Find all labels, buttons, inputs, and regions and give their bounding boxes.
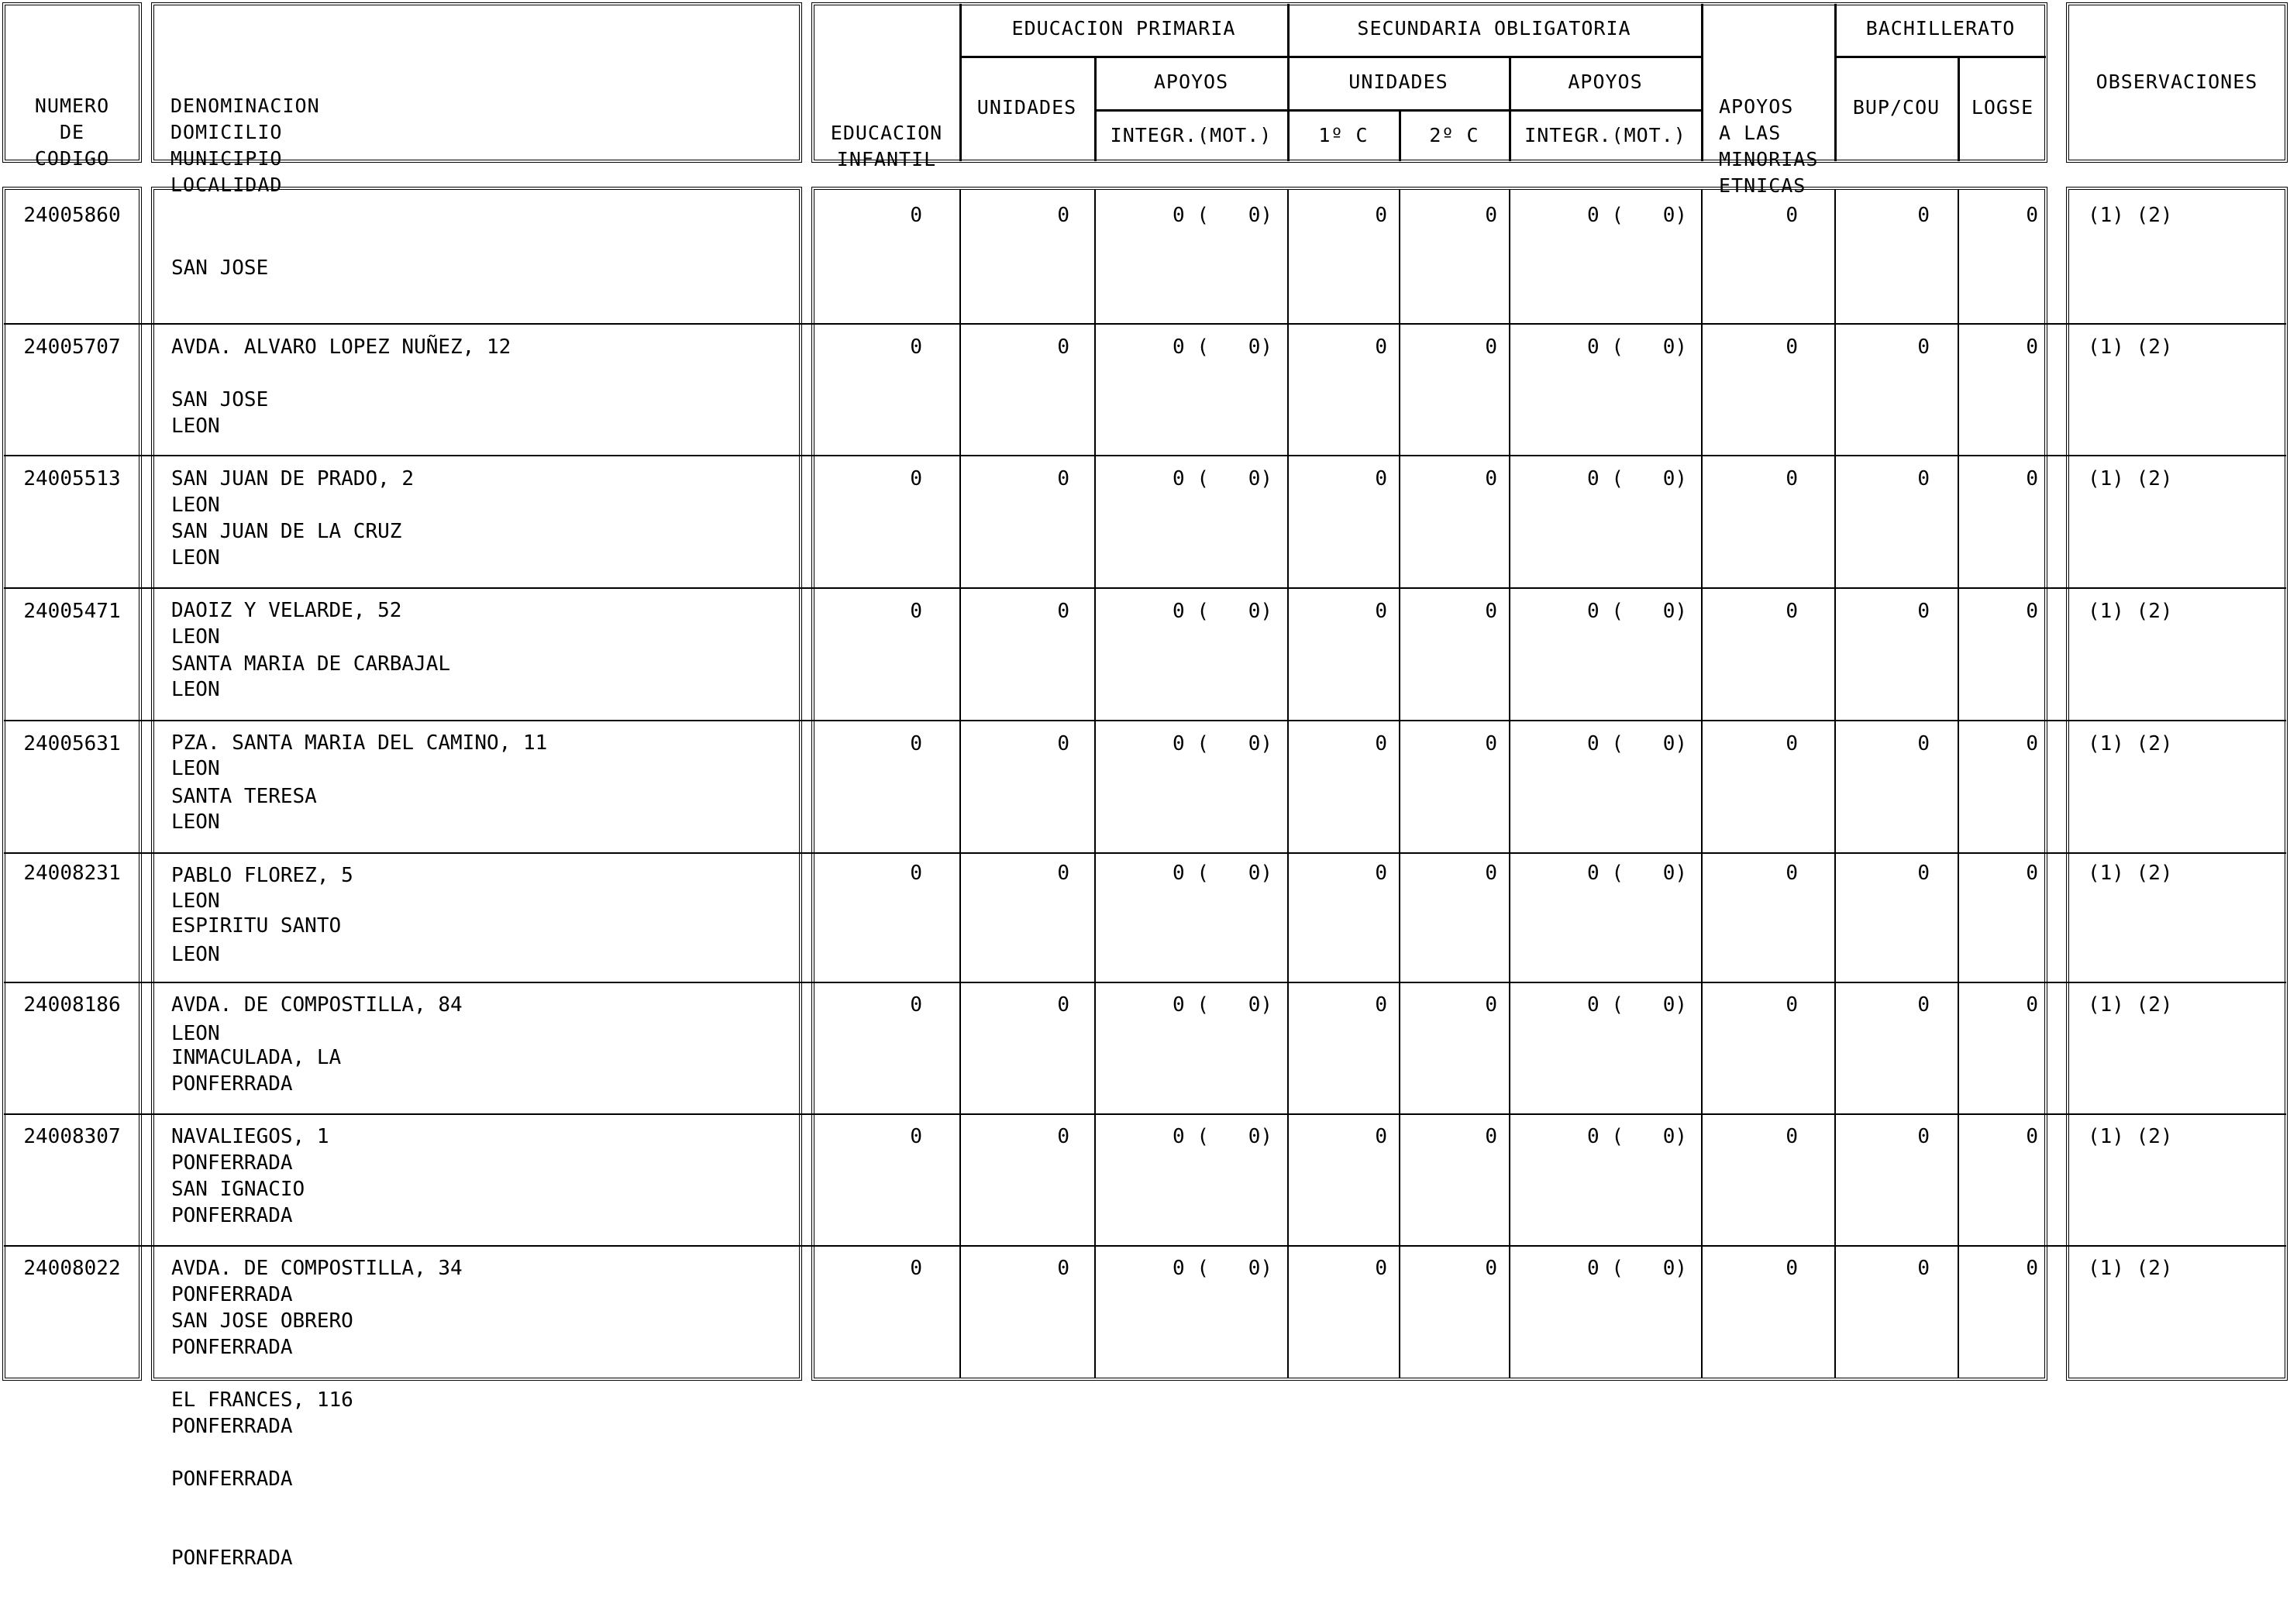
row-observaciones: (1) (2) [2088, 993, 2173, 1017]
row-logse: 0 [2026, 1257, 2038, 1280]
row-code: 24005471 [23, 600, 121, 623]
row-logse: 0 [2026, 467, 2038, 490]
row-observaciones: (1) (2) [2088, 732, 2173, 755]
header-bachillerato-label: BACHILLERATO [1865, 17, 2016, 40]
row-sec-2c: 0 [1485, 993, 1497, 1017]
row-sec-1c: 0 [1375, 1125, 1387, 1148]
row-municipality: LEON [171, 943, 220, 966]
row-code: 24008231 [23, 862, 121, 885]
row-prim-unidades: 0 [1057, 467, 1069, 490]
row-prim-mot: 0) [1248, 1125, 1272, 1148]
row-observaciones: (1) (2) [2088, 335, 2173, 359]
row-prim-apoyos: 0 ( [1173, 600, 1209, 623]
row-prim-mot: 0) [1248, 600, 1272, 623]
row-bup-cou: 0 [1917, 335, 1930, 359]
row-sec-mot: 0) [1662, 1125, 1687, 1148]
row-name: SANTA MARIA DE CARBAJAL [171, 652, 451, 676]
row-minorias: 0 [1786, 335, 1798, 359]
row-address: PZA. SANTA MARIA DEL CAMINO, 11 [171, 731, 548, 755]
row-infantil: 0 [910, 993, 922, 1017]
row-address: EL FRANCES, 116 [171, 1388, 353, 1412]
row-minorias: 0 [1786, 993, 1798, 1017]
row-prim-unidades: 0 [1057, 862, 1069, 885]
row-sec-apoyos: 0 ( [1587, 1257, 1624, 1280]
row-infantil: 0 [910, 467, 922, 490]
row-address: DAOIZ Y VELARDE, 52 [171, 599, 402, 622]
row-municipality: LEON [171, 810, 220, 834]
row-name: INMACULADA, LA [171, 1046, 342, 1069]
row-locality: LEON [171, 625, 220, 649]
row-municipality: LEON [171, 415, 220, 438]
row-infantil: 0 [910, 862, 922, 885]
row-sec-2c: 0 [1485, 732, 1497, 755]
row-logse: 0 [2026, 600, 2038, 623]
hdr-divider [959, 56, 1701, 58]
row-prim-apoyos: 0 ( [1173, 732, 1209, 755]
row-prim-mot: 0) [1248, 335, 1272, 359]
row-sec-mot: 0) [1662, 204, 1687, 227]
row-minorias: 0 [1786, 1125, 1798, 1148]
header-logse-label: LOGSE [1971, 96, 2034, 119]
row-sec-mot: 0) [1662, 732, 1687, 755]
row-prim-mot: 0) [1248, 204, 1272, 227]
row-locality: PONFERRADA [171, 1547, 293, 1570]
row-prim-apoyos: 0 ( [1173, 993, 1209, 1017]
row-prim-apoyos: 0 ( [1173, 1125, 1209, 1148]
row-bup-cou: 0 [1917, 600, 1930, 623]
row-prim-apoyos: 0 ( [1173, 204, 1209, 227]
row-sec-mot: 0) [1662, 335, 1687, 359]
row-sec-2c: 0 [1485, 204, 1497, 227]
row-prim-mot: 0) [1248, 993, 1272, 1017]
row-address: PABLO FLOREZ, 5 [171, 864, 353, 887]
row-name: ESPIRITU SANTO [171, 914, 342, 938]
row-name: SAN JOSE [171, 388, 269, 411]
row-address: NAVALIEGOS, 1 [171, 1125, 329, 1148]
row-observaciones: (1) (2) [2088, 600, 2173, 623]
row-sec-2c: 0 [1485, 335, 1497, 359]
row-logse: 0 [2026, 993, 2038, 1017]
row-sec-1c: 0 [1375, 993, 1387, 1017]
row-observaciones: (1) (2) [2088, 1125, 2173, 1148]
row-locality: LEON [171, 1022, 220, 1045]
row-prim-unidades: 0 [1057, 335, 1069, 359]
row-sec-mot: 0) [1662, 600, 1687, 623]
header-observaciones-label: OBSERVACIONES [2095, 71, 2258, 93]
row-prim-unidades: 0 [1057, 600, 1069, 623]
row-sec-apoyos: 0 ( [1587, 467, 1624, 490]
header-primaria-integr-label: INTEGR.(MOT.) [1110, 124, 1272, 146]
row-bup-cou: 0 [1917, 1257, 1930, 1280]
row-sec-1c: 0 [1375, 862, 1387, 885]
row-sec-mot: 0) [1662, 1257, 1687, 1280]
row-prim-mot: 0) [1248, 1257, 1272, 1280]
row-bup-cou: 0 [1917, 1125, 1930, 1148]
row-sec-2c: 0 [1485, 1257, 1497, 1280]
row-prim-unidades: 0 [1057, 204, 1069, 227]
row-prim-apoyos: 0 ( [1173, 467, 1209, 490]
row-name: SAN JOSE OBRERO [171, 1309, 353, 1333]
row-name: SANTA TERESA [171, 785, 317, 808]
header-secundaria-2c-label: 2º C [1429, 124, 1479, 146]
header-ed-infantil-label: EDUCACION INFANTIL [830, 122, 943, 170]
row-name: SAN JUAN DE LA CRUZ [171, 520, 402, 543]
row-infantil: 0 [910, 600, 922, 623]
row-sec-apoyos: 0 ( [1587, 600, 1624, 623]
row-minorias: 0 [1786, 732, 1798, 755]
row-prim-apoyos: 0 ( [1173, 335, 1209, 359]
row-denomination [171, 1255, 791, 1624]
row-sec-apoyos: 0 ( [1587, 1125, 1624, 1148]
row-minorias: 0 [1786, 467, 1798, 490]
row-minorias: 0 [1786, 600, 1798, 623]
row-name: SAN IGNACIO [171, 1178, 305, 1201]
row-infantil: 0 [910, 335, 922, 359]
header-ed-primaria-label: EDUCACION PRIMARIA [1011, 17, 1236, 40]
header-primaria-unidades-label: UNIDADES [976, 96, 1077, 119]
row-municipality: PONFERRADA [171, 1072, 293, 1096]
header-secundaria-label: SECUNDARIA OBLIGATORIA [1357, 17, 1631, 40]
row-name: SAN JOSE [171, 256, 269, 280]
row-bup-cou: 0 [1917, 204, 1930, 227]
row-sec-1c: 0 [1375, 732, 1387, 755]
row-code: 24008307 [23, 1125, 121, 1148]
row-locality: LEON [171, 757, 220, 780]
header-secundaria-unidades-label: UNIDADES [1348, 71, 1448, 93]
row-municipality: PONFERRADA [171, 1204, 293, 1227]
row-locality: PONFERRADA [171, 1151, 293, 1175]
hdr-divider [1834, 56, 2046, 58]
row-infantil: 0 [910, 1257, 922, 1280]
row-logse: 0 [2026, 1125, 2038, 1148]
hdr-divider [1701, 4, 1703, 161]
row-code: 24005860 [23, 204, 121, 227]
row-observaciones: (1) (2) [2088, 467, 2173, 490]
hdr-divider [1287, 109, 1701, 112]
row-sec-2c: 0 [1485, 1125, 1497, 1148]
row-prim-apoyos: 0 ( [1173, 862, 1209, 885]
row-code: 24005513 [23, 467, 121, 490]
row-logse: 0 [2026, 732, 2038, 755]
row-prim-unidades: 0 [1057, 993, 1069, 1017]
header-denomination-label: DENOMINACION DOMICILIO MUNICIPIO LOCALIDAD [170, 95, 320, 196]
row-logse: 0 [2026, 204, 2038, 227]
row-sec-mot: 0) [1662, 993, 1687, 1017]
row-code: 24005707 [23, 335, 121, 359]
row-address: SAN JUAN DE PRADO, 2 [171, 467, 415, 490]
row-locality: LEON [171, 494, 220, 517]
row-prim-mot: 0) [1248, 862, 1272, 885]
row-prim-unidades: 0 [1057, 732, 1069, 755]
row-infantil: 0 [910, 1125, 922, 1148]
row-code: 24005631 [23, 732, 121, 755]
row-sec-mot: 0) [1662, 862, 1687, 885]
row-infantil: 0 [910, 732, 922, 755]
row-sec-apoyos: 0 ( [1587, 732, 1624, 755]
row-address: AVDA. DE COMPOSTILLA, 84 [171, 993, 463, 1017]
row-sec-mot: 0) [1662, 467, 1687, 490]
row-locality: LEON [171, 889, 220, 913]
header-secundaria-integr-label: INTEGR.(MOT.) [1524, 124, 1686, 146]
header-minorias-label: APOYOS A LAS MINORIAS ETNICAS [1719, 95, 1819, 197]
row-address: AVDA. ALVARO LOPEZ NUÑEZ, 12 [171, 335, 511, 359]
row-observaciones: (1) (2) [2088, 862, 2173, 885]
row-minorias: 0 [1786, 1257, 1798, 1280]
row-sec-1c: 0 [1375, 1257, 1387, 1280]
row-code: 24008022 [23, 1257, 121, 1280]
row-municipality: PONFERRADA [171, 1336, 293, 1359]
row-observaciones: (1) (2) [2088, 204, 2173, 227]
row-logse: 0 [2026, 862, 2038, 885]
header-code-label: NUMERO DE CODIGO [34, 95, 110, 170]
hdr-divider [1094, 109, 1287, 112]
row-sec-1c: 0 [1375, 204, 1387, 227]
row-sec-1c: 0 [1375, 335, 1387, 359]
row-prim-unidades: 0 [1057, 1257, 1069, 1280]
row-bup-cou: 0 [1917, 467, 1930, 490]
row-infantil: 0 [910, 204, 922, 227]
row-locality: PONFERRADA [171, 1283, 293, 1306]
row-logse: 0 [2026, 335, 2038, 359]
header-secundaria-apoyos-label: APOYOS [1568, 71, 1643, 93]
row-sec-1c: 0 [1375, 467, 1387, 490]
row-prim-mot: 0) [1248, 732, 1272, 755]
row-municipality: LEON [171, 546, 220, 569]
row-sec-2c: 0 [1485, 862, 1497, 885]
row-bup-cou: 0 [1917, 732, 1930, 755]
row-sec-2c: 0 [1485, 600, 1497, 623]
header-secundaria-1c-label: 1º C [1318, 124, 1369, 146]
row-sec-apoyos: 0 ( [1587, 335, 1624, 359]
row-sec-2c: 0 [1485, 467, 1497, 490]
row-code: 24008186 [23, 993, 121, 1017]
row-sec-apoyos: 0 ( [1587, 862, 1624, 885]
row-sec-apoyos: 0 ( [1587, 993, 1624, 1017]
header-bup-cou-label: BUP/COU [1852, 96, 1940, 119]
row-bup-cou: 0 [1917, 862, 1930, 885]
table-row [0, 1255, 2290, 1570]
row-locality: PONFERRADA [171, 1415, 293, 1438]
row-municipality: LEON [171, 678, 220, 701]
header-primaria-apoyos-label: APOYOS [1153, 71, 1229, 93]
row-prim-unidades: 0 [1057, 1125, 1069, 1148]
row-minorias: 0 [1786, 204, 1798, 227]
row-prim-apoyos: 0 ( [1173, 1257, 1209, 1280]
row-municipality: PONFERRADA [171, 1467, 293, 1491]
row-sec-1c: 0 [1375, 600, 1387, 623]
row-sec-apoyos: 0 ( [1587, 204, 1624, 227]
row-prim-mot: 0) [1248, 467, 1272, 490]
row-address: AVDA. DE COMPOSTILLA, 34 [171, 1257, 463, 1280]
row-bup-cou: 0 [1917, 993, 1930, 1017]
row-observaciones: (1) (2) [2088, 1257, 2173, 1280]
row-minorias: 0 [1786, 862, 1798, 885]
